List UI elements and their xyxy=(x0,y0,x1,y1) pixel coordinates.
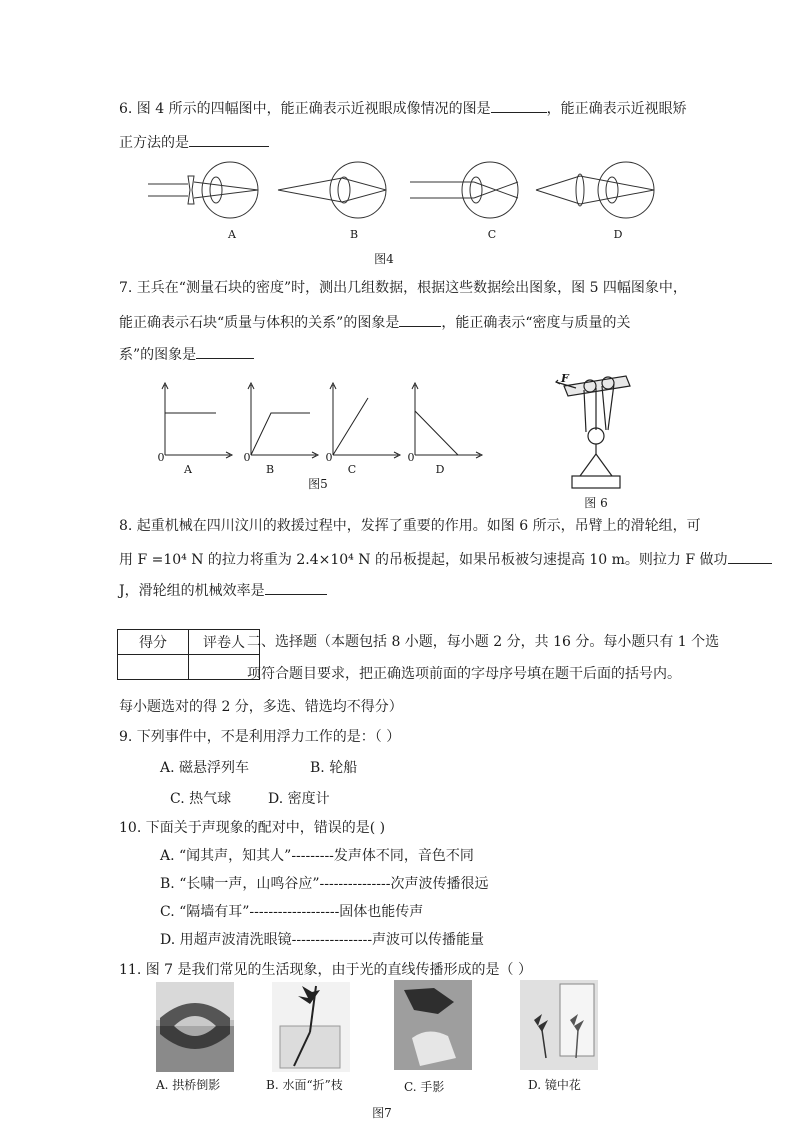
q7-blank-1[interactable] xyxy=(399,312,441,327)
fig5-origin-b: 0 xyxy=(243,451,251,464)
grader-header: 评卷人 xyxy=(189,630,260,655)
fig6-caption: 图 6 xyxy=(584,496,608,510)
score-table xyxy=(117,629,260,680)
fig5-origin-c: 0 xyxy=(325,451,333,464)
q10-stem: 10. 下面关于声现象的配对中，错误的是( ) xyxy=(119,820,386,836)
q11-photo-b-bent-stick xyxy=(272,982,350,1072)
score-cell[interactable] xyxy=(118,655,189,680)
q11-caption-b: B. 水面“折”枝 xyxy=(266,1078,343,1092)
fig5-graph-d xyxy=(412,383,482,458)
fig5-origin-a: 0 xyxy=(157,451,165,464)
score-header: 得分 xyxy=(118,630,189,655)
q10-option-a[interactable]: A. “闻其声，知其人”---------发声体不同，音色不同 xyxy=(160,848,474,864)
fig5-graph-b xyxy=(248,383,318,458)
q9-option-c[interactable]: C. 热气球 xyxy=(170,791,232,807)
q11-photo-a-bridge-reflection xyxy=(156,982,234,1072)
q7-stem-line3: 系”的图象是 xyxy=(119,344,254,365)
q6-blank-2[interactable] xyxy=(189,132,269,147)
q6-blank-1[interactable] xyxy=(491,98,547,113)
fig5-label-b: B xyxy=(265,463,275,476)
fig5-graph-a xyxy=(162,383,232,458)
q10-option-c[interactable]: C. “隔墙有耳”-------------------固体也能传声 xyxy=(160,904,424,920)
q11-stem: 11. 图 7 是我们常见的生活现象，由于光的直线传播形成的是（ ） xyxy=(119,962,532,978)
q9-option-d[interactable]: D. 密度计 xyxy=(268,791,330,807)
q9-stem: 9. 下列事件中，不是利用浮力工作的是：（ ） xyxy=(119,729,401,745)
fig6-pulley-crane xyxy=(556,372,636,492)
q10-option-b[interactable]: B. “长啸一声，山鸣谷应”---------------次声波传播很远 xyxy=(160,876,489,892)
q7-blank-2[interactable] xyxy=(196,344,254,359)
section2-instruction-line2: 项符合题目要求，把正确选项前面的字母序号填在题干后面的括号内。 xyxy=(247,666,681,682)
q9-option-a[interactable]: A. 磁悬浮列车 xyxy=(160,760,250,776)
fig6-force-label: F xyxy=(561,372,569,385)
fig5-origin-d: 0 xyxy=(407,451,415,464)
fig4-label-c: C xyxy=(487,228,497,241)
fig4-d-diagram xyxy=(536,162,654,218)
fig4-label-d: D xyxy=(613,228,623,241)
q8-blank-1[interactable] xyxy=(728,549,772,564)
q11-caption-a: A. 拱桥倒影 xyxy=(156,1078,221,1092)
q8-stem-line1: 8. 起重机械在四川汶川的救援过程中，发挥了重要的作用。如图 6 所示，吊臂上的滑轮组，可 xyxy=(119,518,701,534)
fig5-label-a: A xyxy=(184,463,192,476)
fig5-label-c: C xyxy=(347,463,357,476)
fig4-b-diagram xyxy=(278,162,386,218)
fig4-c-diagram xyxy=(410,162,518,218)
q9-option-b[interactable]: B. 轮船 xyxy=(310,760,358,776)
q8-stem-line3: J，滑轮组的机械效率是 xyxy=(119,580,327,601)
q11-photo-c-hand-shadow xyxy=(394,980,472,1070)
section2-instruction-line1: 二、选择题（本题包括 8 小题，每小题 2 分，共 16 分。每小题只有 1 个选 xyxy=(247,634,720,650)
q11-caption-c: C. 手影 xyxy=(404,1080,445,1094)
q11-photo-d-mirror-flower xyxy=(520,980,598,1070)
fig5-caption: 图5 xyxy=(308,477,328,491)
fig4-label-a: A xyxy=(228,228,236,241)
section2-instruction-line3: 每小题选对的得 2 分，多选、错选均不得分） xyxy=(119,699,403,715)
q8-blank-2[interactable] xyxy=(265,580,327,595)
fig5-graph-c xyxy=(330,383,400,458)
q10-option-d[interactable]: D. 用超声波清洗眼镜-----------------声波可以传播能量 xyxy=(160,932,485,948)
fig5-label-d: D xyxy=(435,463,445,476)
fig4-a-diagram xyxy=(148,162,258,218)
q8-stem-line2: 用 F =10⁴ N 的拉力将重为 2.4×10⁴ N 的吊板提起，如果吊板被匀速提高 10 m。则拉力 F 做功 xyxy=(119,549,772,570)
fig4-label-b: B xyxy=(349,228,359,241)
fig4-caption: 图4 xyxy=(374,252,394,266)
q7-stem-line1: 7. 王兵在“测量石块的密度”时，测出几组数据，根据这些数据绘出图象，图 5 四幅图象中， xyxy=(119,280,687,296)
q6-stem-line2: 正方法的是 xyxy=(119,132,269,153)
q6-stem-line1: 6. 图 4 所示的四幅图中，能正确表示近视眼成像情况的图是 ，能正确表示近视眼矫 xyxy=(119,98,687,119)
q7-stem-line2: 能正确表示石块“质量与体积的关系”的图象是 ，能正确表示“密度与质量的关 xyxy=(119,312,631,333)
q11-caption-d: D. 镜中花 xyxy=(528,1078,581,1092)
fig7-caption: 图7 xyxy=(372,1106,392,1120)
